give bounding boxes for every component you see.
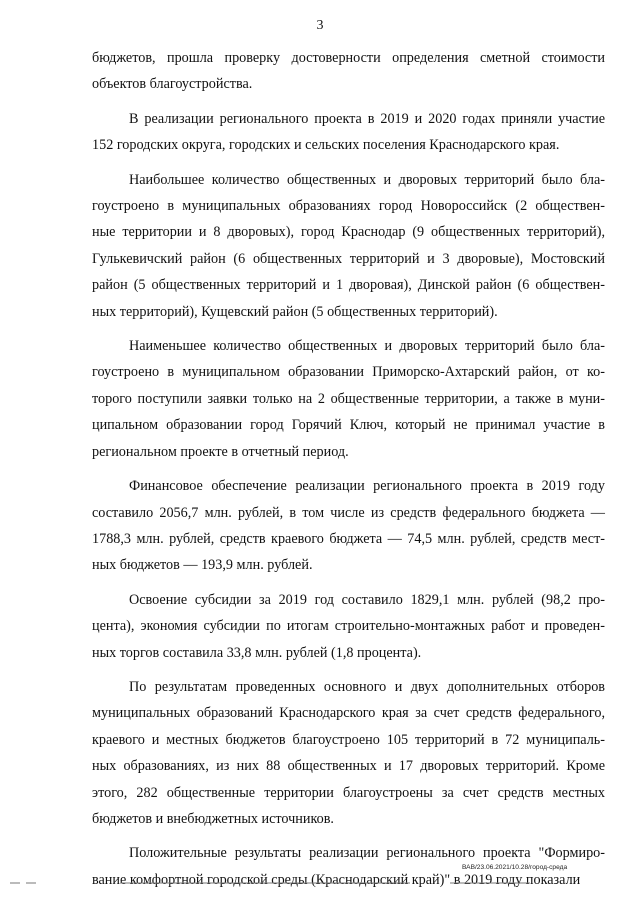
text-line: торого поступили заявки только на 2 общественные территории, а также в муни- <box>92 390 605 407</box>
text-line: ных территорий), Кущевский район (5 общественных территорий). <box>92 303 498 320</box>
text-line: ципальном образовании город Горячий Ключ, который не принимал участие в <box>92 417 605 434</box>
text-line: бюджетов, прошла проверку достоверности определения сметной стоимости <box>92 50 605 66</box>
paragraph <box>92 333 605 465</box>
text-line: цента), экономия субсидии по итогам строительно-монтажных работ и проведен- <box>92 618 605 635</box>
paragraph <box>92 45 605 98</box>
text-line: Гулькевичский район (6 общественных территорий и 3 дворовые), Мостовский <box>92 250 605 267</box>
footer-reference: ВАВ/23.06.2021/10.28/город-среда <box>462 864 568 871</box>
text-line: вание комфортной городской среды (Краснодарский край)" в 2019 году показали <box>92 871 581 888</box>
text-line: объектов благоустройства. <box>92 76 253 93</box>
text-line: ных торгов составила 33,8 млн. рублей (1,8 процента). <box>92 644 422 661</box>
text-line: Наименьшее количество общественных и дворовых территорий было бла- <box>129 338 605 355</box>
text-line: составило 2056,7 млн. рублей, в том числе из средств федерального бюджета — <box>92 504 605 521</box>
text-line: бюджетов и внебюджетных источников. <box>92 810 334 827</box>
paragraph <box>92 473 605 579</box>
text-line: В реализации регионального проекта в 2019 и 2020 годах приняли участие <box>129 110 605 127</box>
text-line: Финансовое обеспечение реализации регионального проекта в 2019 году <box>129 478 605 495</box>
paragraph <box>92 167 605 325</box>
text-line: ные территории и 8 дворовых), город Краснодар (9 общественных территорий), <box>92 224 605 241</box>
text-line: ных образованиях, из них 88 общественных и 17 дворовых территорий. Кроме <box>92 758 605 775</box>
text-line: региональном проекте в отчетный период. <box>92 443 349 460</box>
paragraph <box>92 106 605 159</box>
document-body <box>92 45 605 893</box>
text-line: Наибольшее количество общественных и дворовых территорий было бла- <box>129 171 605 188</box>
text-line: По результатам проведенных основного и двух дополнительных отборов <box>129 678 605 695</box>
page-number: 3 <box>316 18 324 33</box>
text-line: гоустроено в муниципальном образовании Приморско-Ахтарский район, от ко- <box>92 364 605 381</box>
text-line: Положительные результаты реализации регионального проекта "Формиро- <box>129 845 605 862</box>
text-line: ных бюджетов — 193,9 млн. рублей. <box>92 557 313 574</box>
paragraph <box>92 587 605 666</box>
paragraph <box>92 674 605 832</box>
text-line: этого, 282 общественные территории благоустроены за счет средств местных <box>92 784 605 801</box>
text-line: краевого и местных бюджетов благоустроено 105 территорий в 72 муниципаль- <box>92 731 605 748</box>
text-line: гоустроено в муниципальных образованиях город Новороссийск (2 обществен- <box>92 198 605 215</box>
text-line: 1788,3 млн. рублей, средств краевого бюджета — 74,5 млн. рублей, средств мест- <box>92 530 605 547</box>
text-line: район (5 общественных территорий и 1 дворовая), Динской район (6 обществен- <box>92 277 605 294</box>
text-line: муниципальных образований Краснодарского края за счет средств федерального, <box>92 705 605 722</box>
text-line: Освоение субсидии за 2019 год составило 1829,1 млн. рублей (98,2 про- <box>129 591 605 608</box>
text-line: 152 городских округа, городских и сельских поселения Краснодарского края. <box>92 137 560 154</box>
footer-rule <box>10 882 630 884</box>
